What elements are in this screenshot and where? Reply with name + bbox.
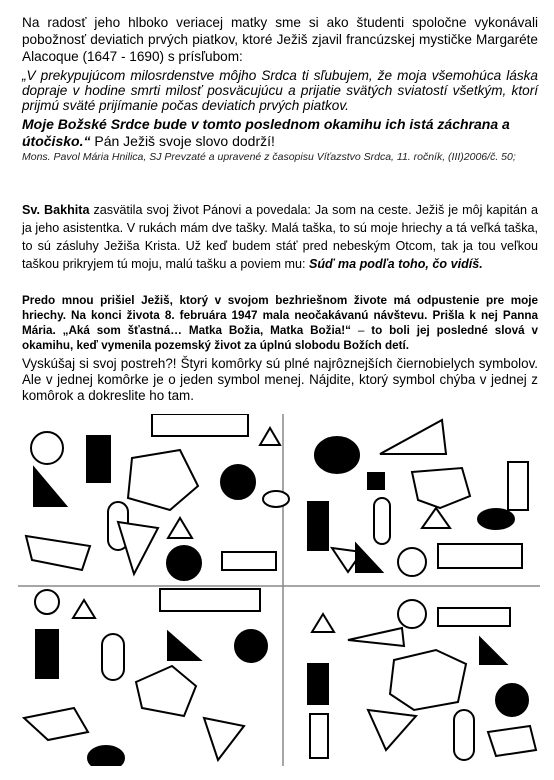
small-square-filled (368, 473, 384, 489)
circle-filled (221, 465, 255, 499)
trapezoid-outline (24, 708, 88, 740)
circle-outline (35, 590, 59, 614)
oval-filled-bottom (88, 746, 124, 766)
puzzle-instructions: Vyskúšaj si svoj postreh?! Štyri komôrky sú plné najrôznejších čiernobielych symbolov. Ale v jednej komôrke je o jeden symbol menej. Nájdite, ktorý symbol chýba v jednej z komôrok a dokreslite ho tam. (22, 356, 538, 403)
right-triangle-filled (356, 544, 382, 572)
circle-outline (31, 432, 63, 464)
rectangle-outline-wide (438, 544, 522, 568)
long-triangle-outline (348, 628, 404, 646)
intro-paragraph: Na radosť jeho hlboko veriacej matky sme si ako študenti spoločne vykonávali pobožnosť deviatich prvých piatkov, ktoré Ježiš zjavil francúzskej mystičke Margaréte Alacoque (1647 - 1690) s prísľubom: (22, 15, 538, 64)
triangle-outline (422, 508, 450, 528)
promise-quote: „V prekypujúcom milosrdenstve môjho Srdca ti sľubujem, že moja všemohúca láska dopraje v hodine smrti milosť posväcujúcu a prijatie svätých sviatostí všetkým, ktorí prijmú sväté prijímanie počas deviatich prvých piatkov. (22, 68, 538, 113)
visit-dash: – (351, 324, 372, 337)
hexagon-outline (390, 650, 466, 710)
kite-outline (204, 718, 244, 760)
right-triangle-filled (34, 468, 66, 506)
bakhita-name: Sv. Bakhita (22, 203, 90, 217)
visit-paragraph (22, 293, 538, 353)
right-triangle-filled (480, 638, 506, 664)
circle-filled-bottom (167, 546, 201, 580)
quadrant-top-right (308, 420, 528, 576)
promise-bold: Moje Božské Srdce bude v tomto poslednom okamihu ich istá záchrana a útočisko.“ (22, 116, 510, 149)
rectangle-filled-vertical (308, 664, 328, 704)
bakhita-quote: Súď ma podľa toho, čo vidíš. (308, 257, 483, 271)
triangle-outline (260, 428, 280, 445)
triangle-outline (73, 600, 95, 618)
circle-filled (235, 630, 267, 662)
rectangle-outline-wide (160, 589, 260, 611)
circle-filled (496, 684, 528, 716)
quadrant-bottom-right (308, 600, 536, 760)
capsule-outline (374, 498, 390, 544)
triangle-outline (312, 614, 334, 632)
circle-outline (398, 600, 426, 628)
circle-outline (398, 548, 426, 576)
rectangle-outline-vertical (310, 714, 328, 758)
quadrant-bottom-left (24, 589, 267, 766)
long-triangle-outline (380, 420, 446, 454)
oval-filled (315, 437, 359, 473)
trapezoid-outline (26, 536, 90, 570)
source-citation: Mons. Pavol Mária Hnilica, SJ Prevzaté a upravené z časopisu Víťazstvo Srdca, 11. ročník, (III)2006/č. 50; (22, 151, 516, 163)
promise-rest: Pán Ježiš svoje slovo dodrží! (90, 133, 275, 149)
bakhita-text: zasvätila svoj život Pánovi a povedala: Ja som na ceste. Ježiš je môj kapitán a ja jeho asistentka. V rukách mám dve tašky. Malá taška, to sú moje hriechy a tá veľká taška, to sú zásluhy Ježiša Krista. Už keď budem stáť pred nebeským Otcom, tak ja tou veľkou taškou prikryjem tú moju, malú tašku a poviem mu: (22, 203, 538, 271)
rectangle-outline-bottom (222, 552, 276, 570)
quadrant-top-left (26, 414, 289, 580)
visit-part2: to boli jej posledné slová v okamihu, keď vymenila pozemský život za úplnú slobodu Božích detí. (22, 324, 538, 352)
pentagon-outline (412, 468, 470, 508)
promise-conclusion (22, 116, 538, 150)
rectangle-filled-vertical (87, 436, 110, 482)
visit-exclaim: „Aká som šťastná… Matka Božia, Matka Božia!“ (62, 324, 351, 337)
small-triangle-outline (168, 518, 192, 538)
oval-outline (263, 491, 289, 507)
rectangle-filled-vertical (36, 630, 58, 678)
bakhita-paragraph (22, 201, 538, 273)
visit-part1: Predo mnou prišiel Ježiš, ktorý v svojom bezhriešnom živote má odpustenie pre moje hriechy. Na konci života 8. februára 1947 mala neočakávanú návštevu. Prišla k nej Panna Mária. (22, 294, 538, 337)
trapezoid-outline (488, 726, 536, 756)
kite-outline (368, 710, 416, 750)
rectangle-filled-vertical (308, 502, 328, 550)
rectangle-outline-small (438, 608, 510, 626)
rectangle-outline-wide (152, 414, 248, 436)
right-triangle-filled (168, 632, 200, 660)
symbol-puzzle (18, 414, 540, 766)
oval-filled-small (478, 509, 514, 529)
pentagon-outline (136, 666, 196, 716)
capsule-outline (102, 634, 124, 680)
pentagon-outline (128, 450, 198, 510)
rectangle-outline-vertical (508, 462, 528, 510)
capsule-outline (454, 710, 474, 760)
